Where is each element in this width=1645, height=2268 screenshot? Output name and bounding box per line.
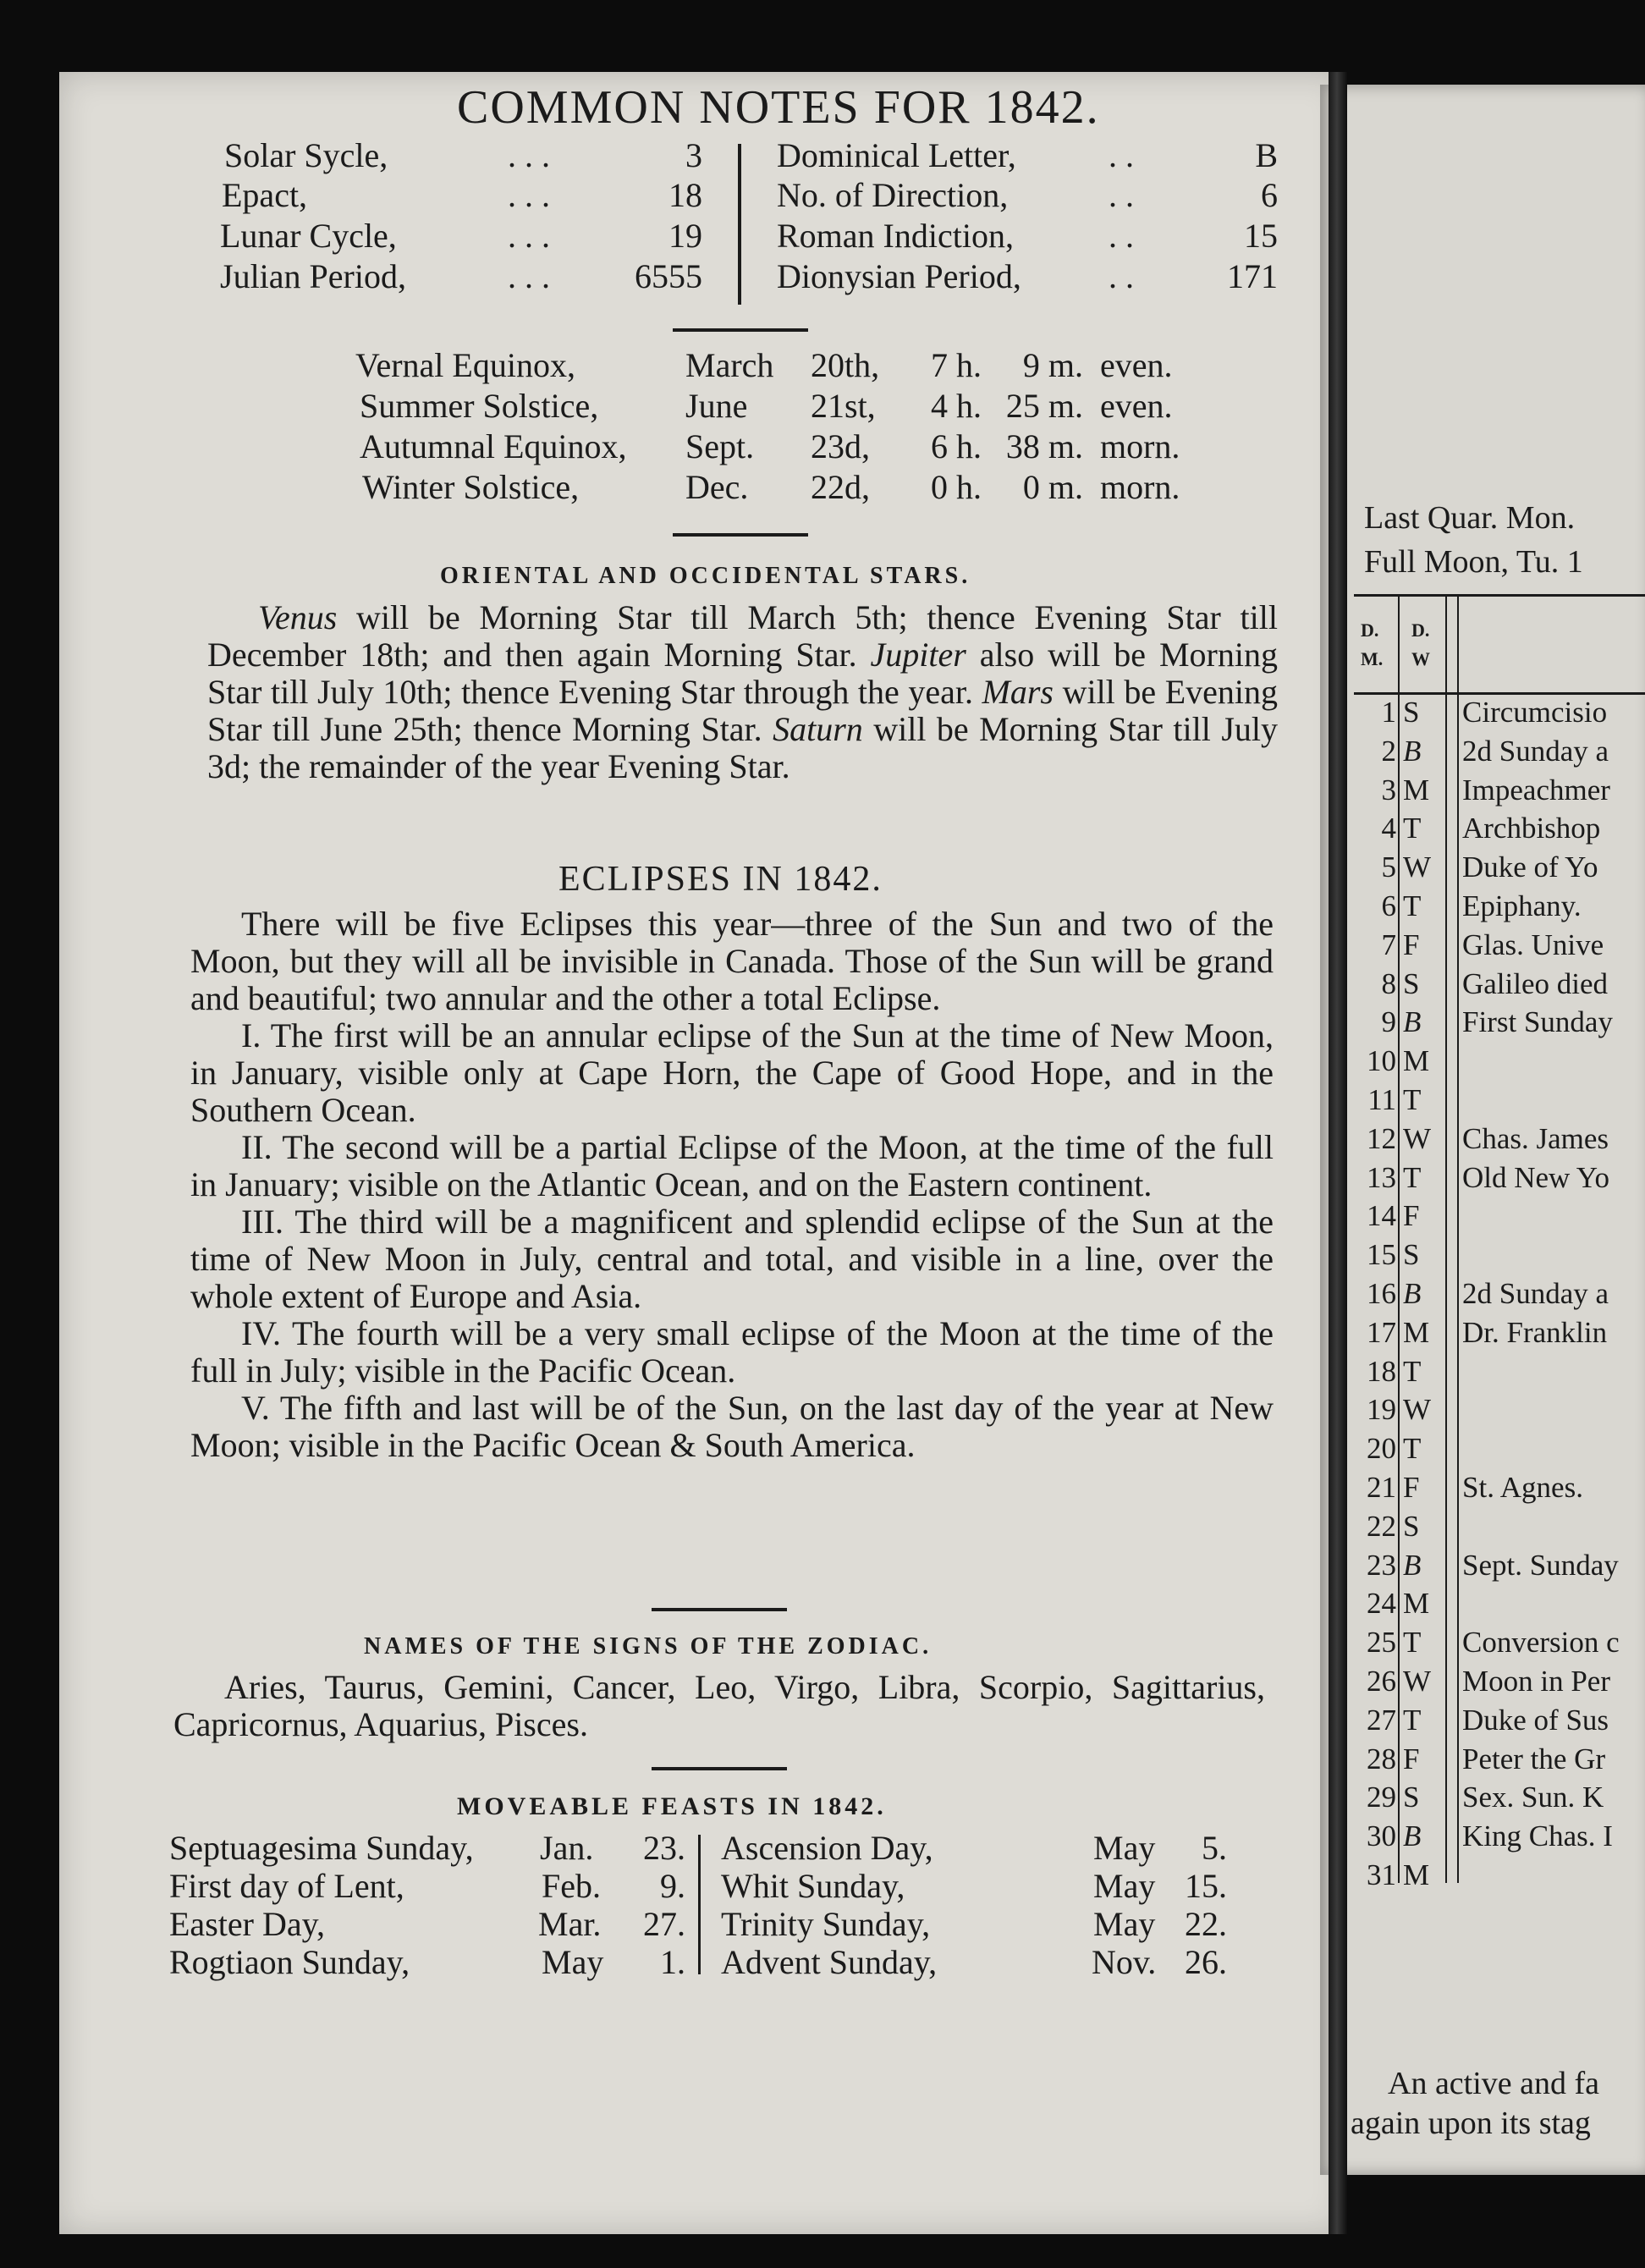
calendar-row [1352, 1277, 1645, 1314]
feast-month: May [1093, 1829, 1156, 1867]
note-dots: . . . [508, 217, 550, 255]
day-of-week: T [1403, 1083, 1422, 1116]
col-header-text: W [1411, 648, 1430, 669]
note-value: 19 [668, 217, 702, 255]
calendar-row [1352, 1044, 1645, 1082]
season-part: morn. [1100, 468, 1180, 506]
feast-month: May [1093, 1905, 1156, 1943]
day-of-week: B [1403, 1819, 1422, 1853]
calendar-row [1352, 1083, 1645, 1120]
zodiac-heading: NAMES OF THE SIGNS OF THE ZODIAC. [364, 1633, 933, 1660]
feast-day: 22. [1185, 1905, 1227, 1943]
book-spine [1329, 72, 1347, 2234]
day-of-week: M [1403, 1858, 1430, 1891]
day-of-month: 19 [1367, 1393, 1396, 1427]
feast-name: Whit Sunday, [721, 1867, 905, 1905]
day-of-week: M [1403, 773, 1430, 806]
note-label: Roman Indiction, [777, 217, 1014, 255]
calendar-event: Moon in Per [1462, 1665, 1610, 1698]
day-of-month: 12 [1367, 1121, 1396, 1155]
col-header-text: D. [1411, 619, 1430, 641]
calendar-row [1352, 889, 1645, 927]
calendar-event: Duke of Sus [1462, 1703, 1609, 1737]
day-of-month: 9 [1381, 1005, 1396, 1039]
calendar-row [1352, 1858, 1645, 1896]
calendar-row [1352, 1510, 1645, 1547]
calendar-row [1352, 850, 1645, 888]
day-of-month: 15 [1367, 1238, 1396, 1272]
calendar-row [1352, 1665, 1645, 1702]
day-of-week: W [1403, 1665, 1432, 1698]
note-label: Solar Sycle, [224, 136, 388, 174]
day-of-month: 21 [1367, 1471, 1396, 1504]
day-of-week: M [1403, 1315, 1430, 1349]
day-of-month: 24 [1367, 1587, 1396, 1621]
day-of-month: 6 [1381, 889, 1396, 922]
season-min: 25 m. [1005, 387, 1083, 425]
calendar-event: Chas. James [1462, 1121, 1609, 1155]
feast-day: 27. [643, 1905, 685, 1943]
calendar-row [1352, 1626, 1645, 1663]
eclipse-paragraph: IV. The fourth will be a very small eclipse of the Moon at the time of the full in July; visible in the Pacific Ocean. [190, 1314, 1274, 1390]
note-value: 171 [1227, 257, 1278, 295]
note-value: B [1255, 136, 1278, 174]
calendar-event: Old New Yo [1462, 1160, 1610, 1194]
season-name: Autumnal Equinox, [360, 427, 627, 465]
calendar-event: 2d Sunday a [1462, 734, 1609, 768]
calendar-event: Duke of Yo [1462, 850, 1598, 884]
day-of-week: S [1403, 696, 1420, 729]
day-of-month: 22 [1367, 1509, 1396, 1543]
note-value: 15 [1244, 217, 1278, 255]
day-of-week: S [1403, 1509, 1420, 1543]
calendar-event: Dr. Franklin [1462, 1315, 1608, 1349]
col-header-text: M. [1361, 648, 1384, 669]
note-value: 6 [1261, 176, 1278, 214]
feast-month: Jan. [540, 1829, 594, 1867]
feast-month: Nov. [1092, 1943, 1157, 1981]
season-month: June [685, 387, 748, 425]
day-of-week: F [1403, 1471, 1420, 1504]
divider-rule [652, 1608, 787, 1611]
calendar-row [1352, 735, 1645, 772]
season-min: 38 m. [1005, 427, 1083, 465]
note-label: Epact, [222, 176, 308, 214]
col-header-text: D. [1361, 619, 1379, 641]
calendar-row [1352, 812, 1645, 849]
stars-text: will be Evening Star till June 25th; thence Morning Star. [207, 673, 1278, 748]
day-of-week: T [1403, 812, 1422, 845]
feast-name: Advent Sunday, [721, 1943, 938, 1981]
season-name: Winter Solstice, [362, 468, 580, 506]
day-of-month: 30 [1367, 1819, 1396, 1853]
feast-month: May [542, 1943, 604, 1981]
eclipse-paragraph: There will be five Eclipses this year—three of the Sun and two of the Moon, but they will all be invisible in Canada. Those of the Sun will be grand and beautiful; two annular and the other a total Eclipse. [190, 905, 1274, 1017]
planet-jupiter: Jupiter [870, 636, 966, 674]
divider-rule [673, 533, 808, 537]
day-of-month: 7 [1381, 928, 1396, 961]
calendar-row [1352, 1587, 1645, 1624]
season-part: even. [1100, 387, 1173, 425]
day-of-week: W [1403, 850, 1432, 884]
season-hour: 0 h. [931, 468, 982, 506]
feasts-heading: MOVEABLE FEASTS IN 1842. [457, 1792, 887, 1820]
day-of-month: 5 [1381, 850, 1396, 884]
calendar-row [1352, 967, 1645, 1005]
day-of-month: 10 [1367, 1044, 1396, 1078]
feast-month: May [1093, 1867, 1156, 1905]
season-min: 0 m. [1022, 468, 1083, 506]
divider-rule [673, 328, 808, 332]
calendar-row [1352, 696, 1645, 733]
col-header-dw [1411, 616, 1430, 674]
moon-phase-line: Full Moon, Tu. 1 [1364, 544, 1583, 580]
planet-venus: Venus [258, 598, 338, 636]
calendar-row [1352, 1393, 1645, 1430]
season-day: 22d, [811, 468, 870, 506]
day-of-week: F [1403, 1199, 1420, 1233]
stars-paragraph [207, 599, 1278, 785]
eclipses-heading: ECLIPSES IN 1842. [558, 860, 883, 899]
day-of-month: 26 [1367, 1665, 1396, 1698]
calendar-row [1352, 1742, 1645, 1780]
divider-rule [652, 1767, 787, 1770]
day-of-week: T [1403, 1160, 1422, 1194]
calendar-event: Epiphany. [1462, 889, 1582, 922]
day-of-week: W [1403, 1393, 1432, 1427]
stars-text: also will be Morning Star till July 10th; thence Evening Star through the year. [207, 636, 1278, 711]
feast-month: Mar. [538, 1905, 602, 1943]
season-day: 23d, [811, 427, 870, 465]
day-of-week: M [1403, 1587, 1430, 1621]
day-of-week: B [1403, 1548, 1422, 1582]
calendar-event: Archbishop [1462, 812, 1601, 845]
day-of-month: 27 [1367, 1703, 1396, 1737]
season-part: morn. [1100, 427, 1180, 465]
stars-text: will be Morning Star till July 3d; the remainder of the year Evening Star. [207, 710, 1278, 785]
calendar-row [1352, 1781, 1645, 1818]
calendar-row [1352, 928, 1645, 966]
feast-name: Ascension Day, [721, 1829, 933, 1867]
note-dots: . . [1109, 176, 1134, 214]
footer-line: again upon its stag [1351, 2106, 1591, 2141]
day-of-month: 20 [1367, 1432, 1396, 1466]
page-title: COMMON NOTES FOR 1842. [457, 81, 1100, 134]
season-month: Sept. [685, 427, 755, 465]
calendar-event: First Sunday [1462, 1005, 1613, 1039]
calendar-event: Circumcisio [1462, 696, 1608, 729]
season-day: 20th, [811, 346, 880, 384]
season-part: even. [1100, 346, 1173, 384]
eclipse-paragraph: II. The second will be a partial Eclipse of the Moon, at the time of the full in January; visible on the Atlantic Ocean, and on the Eastern continent. [190, 1128, 1274, 1203]
feast-name: Rogtiaon Sunday, [169, 1943, 410, 1981]
note-label: Dominical Letter, [777, 136, 1016, 174]
day-of-week: T [1403, 1626, 1422, 1660]
day-of-month: 8 [1381, 966, 1396, 1000]
calendar-row [1352, 1819, 1645, 1857]
calendar-event: King Chas. I [1462, 1819, 1613, 1853]
day-of-month: 16 [1367, 1277, 1396, 1310]
day-of-month: 3 [1381, 773, 1396, 806]
calendar-row [1352, 1704, 1645, 1741]
calendar-event: 2d Sunday a [1462, 1277, 1609, 1310]
calendar-row [1352, 1355, 1645, 1392]
season-month: March [685, 346, 774, 384]
calendar-event: Glas. Unive [1462, 928, 1604, 961]
note-dots: . . [1109, 136, 1134, 174]
day-of-month: 25 [1367, 1626, 1396, 1660]
feast-day: 1. [660, 1943, 685, 1981]
note-label: Julian Period, [220, 257, 406, 295]
day-of-month: 13 [1367, 1160, 1396, 1194]
note-dots: . . . [508, 257, 550, 295]
feast-day: 15. [1185, 1867, 1227, 1905]
eclipses-text [190, 906, 1274, 1464]
eclipse-paragraph: III. The third will be a magnificent and splendid eclipse of the Sun at the time of New Moon in July, central and total, and visible in a line, over the whole extent of Europe and Asia. [190, 1203, 1274, 1315]
calendar-event: Galileo died [1462, 966, 1609, 1000]
note-dots: . . [1109, 217, 1134, 255]
eclipse-paragraph: I. The first will be an annular eclipse of the Sun at the time of New Moon, in January, visible only at Cape Horn, the Cape of Good Hope, and in the Southern Ocean. [190, 1016, 1274, 1129]
day-of-month: 28 [1367, 1742, 1396, 1775]
notes-divider [738, 144, 741, 305]
calendar-row [1352, 773, 1645, 811]
day-of-month: 31 [1367, 1858, 1396, 1891]
calendar-row [1352, 1005, 1645, 1043]
moon-phase-line: Last Quar. Mon. [1364, 500, 1576, 536]
day-of-week: B [1403, 734, 1422, 768]
col-header-dm [1361, 616, 1383, 674]
calendar-event: Sex. Sun. K [1462, 1781, 1604, 1814]
stars-heading: ORIENTAL AND OCCIDENTAL STARS. [440, 563, 971, 589]
season-day: 21st, [811, 387, 876, 425]
day-of-month: 4 [1381, 812, 1396, 845]
calendar-row [1352, 1122, 1645, 1159]
note-value: 3 [685, 136, 702, 174]
season-hour: 4 h. [931, 387, 982, 425]
day-of-week: T [1403, 1703, 1422, 1737]
calendar-row [1352, 1432, 1645, 1469]
calendar-row [1352, 1238, 1645, 1275]
note-dots: . . [1109, 257, 1134, 295]
feast-name: Trinity Sunday, [721, 1905, 931, 1943]
calendar-event: St. Agnes. [1462, 1471, 1583, 1504]
feast-month: Feb. [542, 1867, 601, 1905]
season-name: Vernal Equinox, [355, 346, 575, 384]
note-label: No. of Direction, [777, 176, 1009, 214]
day-of-week: T [1403, 1432, 1422, 1466]
calendar-row [1352, 1199, 1645, 1236]
feast-day: 5. [1202, 1829, 1227, 1867]
feast-name: First day of Lent, [169, 1867, 404, 1905]
day-of-month: 18 [1367, 1354, 1396, 1388]
calendar-event: Conversion c [1462, 1626, 1620, 1660]
eclipse-paragraph: V. The fifth and last will be of the Sun, on the last day of the year at New Moon; visible in the Pacific Ocean & South America. [190, 1389, 1274, 1464]
note-label: Dionysian Period, [777, 257, 1021, 295]
day-of-week: S [1403, 1238, 1420, 1272]
day-of-week: F [1403, 1742, 1420, 1775]
day-of-month: 14 [1367, 1199, 1396, 1233]
zodiac-paragraph [173, 1669, 1265, 1743]
note-value: 18 [668, 176, 702, 214]
feast-name: Easter Day, [169, 1905, 325, 1943]
day-of-month: 17 [1367, 1315, 1396, 1349]
feast-day: 26. [1185, 1943, 1227, 1981]
calendar-event: Sept. Sunday [1462, 1548, 1619, 1582]
planet-mars: Mars [982, 673, 1054, 711]
feasts-divider [698, 1835, 701, 1974]
day-of-month: 29 [1367, 1781, 1396, 1814]
day-of-week: T [1403, 889, 1422, 922]
day-of-month: 1 [1381, 696, 1396, 729]
calendar-row [1352, 1471, 1645, 1508]
note-label: Lunar Cycle, [220, 217, 397, 255]
day-of-week: S [1403, 1781, 1420, 1814]
season-min: 9 m. [1022, 346, 1083, 384]
calendar-row [1352, 1316, 1645, 1353]
zodiac-text: Aries, Taurus, Gemini, Cancer, Leo, Virgo, Libra, Scorpio, Sagittarius, Capricornus, Aquarius, Pisces. [173, 1668, 1265, 1743]
season-name: Summer Solstice, [360, 387, 599, 425]
season-month: Dec. [685, 468, 749, 506]
day-of-week: B [1403, 1005, 1422, 1039]
note-value: 6555 [635, 257, 702, 295]
feast-day: 9. [660, 1867, 685, 1905]
note-dots: . . . [508, 176, 550, 214]
day-of-month: 23 [1367, 1548, 1396, 1582]
calendar-row [1352, 1549, 1645, 1586]
day-of-week: B [1403, 1277, 1422, 1310]
day-of-week: W [1403, 1121, 1432, 1155]
planet-saturn: Saturn [773, 710, 863, 748]
calendar-event: Peter the Gr [1462, 1742, 1606, 1775]
season-hour: 6 h. [931, 427, 982, 465]
day-of-week: S [1403, 966, 1420, 1000]
day-of-month: 2 [1381, 734, 1396, 768]
day-of-week: F [1403, 928, 1420, 961]
stars-text: will be Morning Star till March 5th; thence Evening Star till December 18th; and then again Morning Star. [207, 598, 1278, 674]
feast-name: Septuagesima Sunday, [169, 1829, 474, 1867]
feast-day: 23. [643, 1829, 685, 1867]
season-hour: 7 h. [931, 346, 982, 384]
note-dots: . . . [508, 136, 550, 174]
calendar-row [1352, 1161, 1645, 1198]
day-of-week: T [1403, 1354, 1422, 1388]
footer-line: An active and fa [1388, 2066, 1600, 2101]
day-of-week: M [1403, 1044, 1430, 1078]
day-of-month: 11 [1367, 1083, 1396, 1116]
calendar-event: Impeachmer [1462, 773, 1610, 806]
